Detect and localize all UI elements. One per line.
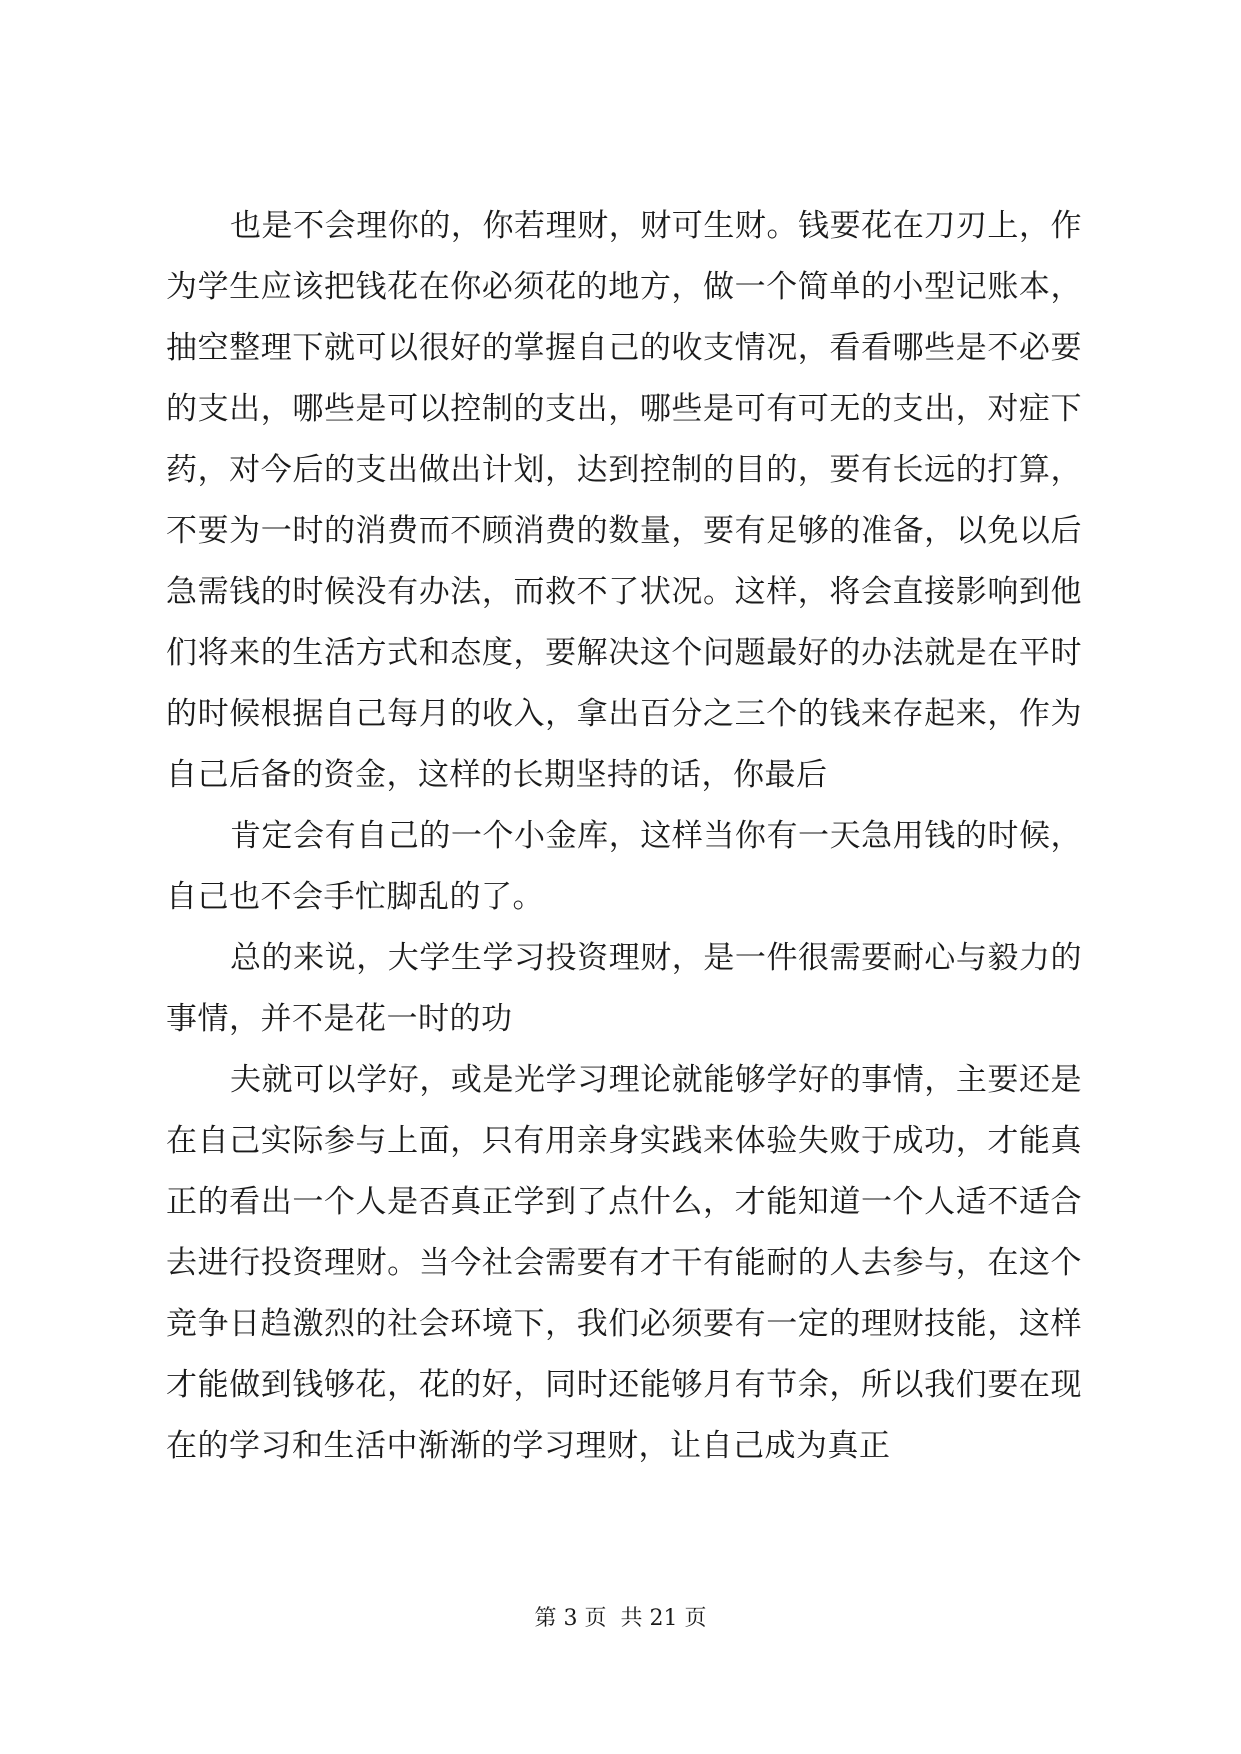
document-body [166, 196, 1082, 1477]
page-number: 第 3 页 共 21 页 [534, 1606, 707, 1631]
page-footer [0, 1604, 1241, 1634]
paragraph-4: 夫就可以学好，或是光学习理论就能够学好的事情，主要还是在自己实际参与上面，只有用亲身实践来体验失败于成功，才能真正的看出一个人是否真正学到了点什么，才能知道一个人适不适合去进行投资理财。当今社会需要有才干有能耐的人去参与，在这个竞争日趋激烈的社会环境下，我们必须要有一定的理财技能，这样才能做到钱够花，花的好，同时还能够月有节余，所以我们要在现在的学习和生活中渐渐的学习理财，让自己成为真正 [166, 1062, 1082, 1464]
paragraph-3: 总的来说，大学生学习投资理财，是一件很需要耐心与毅力的事情，并不是花一时的功 [166, 940, 1082, 1037]
paragraph-1: 也是不会理你的，你若理财，财可生财。钱要花在刀刃上，作为学生应该把钱花在你必须花的地方，做一个简单的小型记账本，抽空整理下就可以很好的掌握自己的收支情况，看看哪些是不必要的支出，哪些是可以控制的支出，哪些是可有可无的支出，对症下药，对今后的支出做出计划，达到控制的目的，要有长远的打算，不要为一时的消费而不顾消费的数量，要有足够的准备，以免以后急需钱的时候没有办法，而救不了状况。这样，将会直接影响到他们将来的生活方式和态度，要解决这个问题最好的办法就是在平时的时候根据自己每月的收入，拿出百分之三个的钱来存起来，作为自己后备的资金，这样的长期坚持的话，你最后 [166, 208, 1082, 793]
paragraph-2: 肯定会有自己的一个小金库，这样当你有一天急用钱的时候，自己也不会手忙脚乱的了。 [166, 818, 1082, 915]
